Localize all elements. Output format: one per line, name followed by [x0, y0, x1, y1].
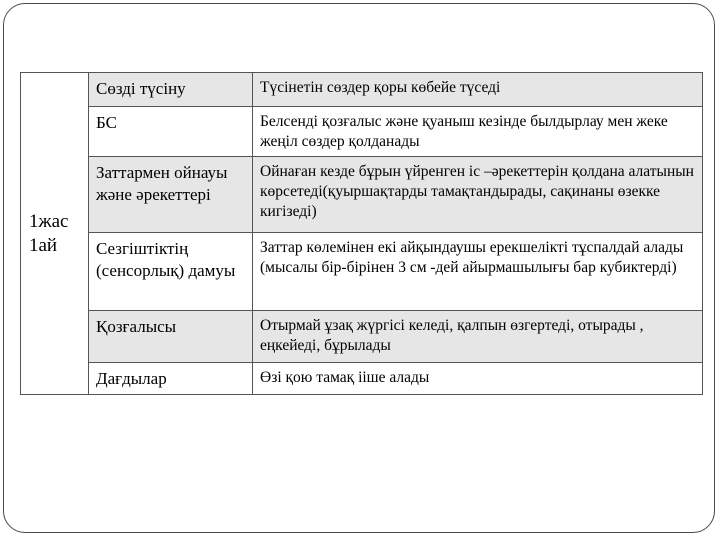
- age-cell: [21, 73, 89, 395]
- age-months: 1ай: [29, 234, 58, 256]
- description-cell: Ойнаған кезде бұрын үйренген іс –әрекеттерін қолдана алатынын көрсетеді(қуыршақтарды тамақтандырады, сақинаны өзекке кигізеді): [253, 157, 703, 233]
- category-cell: Сөзді түсіну: [89, 73, 253, 107]
- description-cell: Заттар көлемінен екі айқындаушы ерекшелікті тұспалдай алады (мысалы бір-бірінен 3 см -дей айырмашылығы бар кубиктерді): [253, 233, 703, 311]
- description-cell: Түсінетін сөздер қоры көбейе түседі: [253, 73, 703, 107]
- category-cell: Дағдылар: [89, 363, 253, 395]
- table-row: [21, 157, 703, 233]
- description-cell: Отырмай ұзақ жүргісі келеді, қалпын өзгертеді, отырады , еңкейеді, бұрылады: [253, 311, 703, 363]
- description-cell: Өзі қою тамақ ііше алады: [253, 363, 703, 395]
- table-row: [21, 311, 703, 363]
- table-row: [21, 73, 703, 107]
- category-cell: Сезгіштіктің (сенсорлық) дамуы: [89, 233, 253, 311]
- age-years: 1жас: [29, 210, 69, 232]
- description-cell: Белсенді қозғалыс және қуаныш кезінде былдырлау мен жеке жеңіл сөздер қолданады: [253, 107, 703, 157]
- category-cell: Заттармен ойнауы және әрекеттері: [89, 157, 253, 233]
- category-cell: Қозғалысы: [89, 311, 253, 363]
- development-table: [20, 72, 703, 395]
- category-cell: БС: [89, 107, 253, 157]
- table-row: [21, 233, 703, 311]
- table-row: [21, 363, 703, 395]
- table-row: [21, 107, 703, 157]
